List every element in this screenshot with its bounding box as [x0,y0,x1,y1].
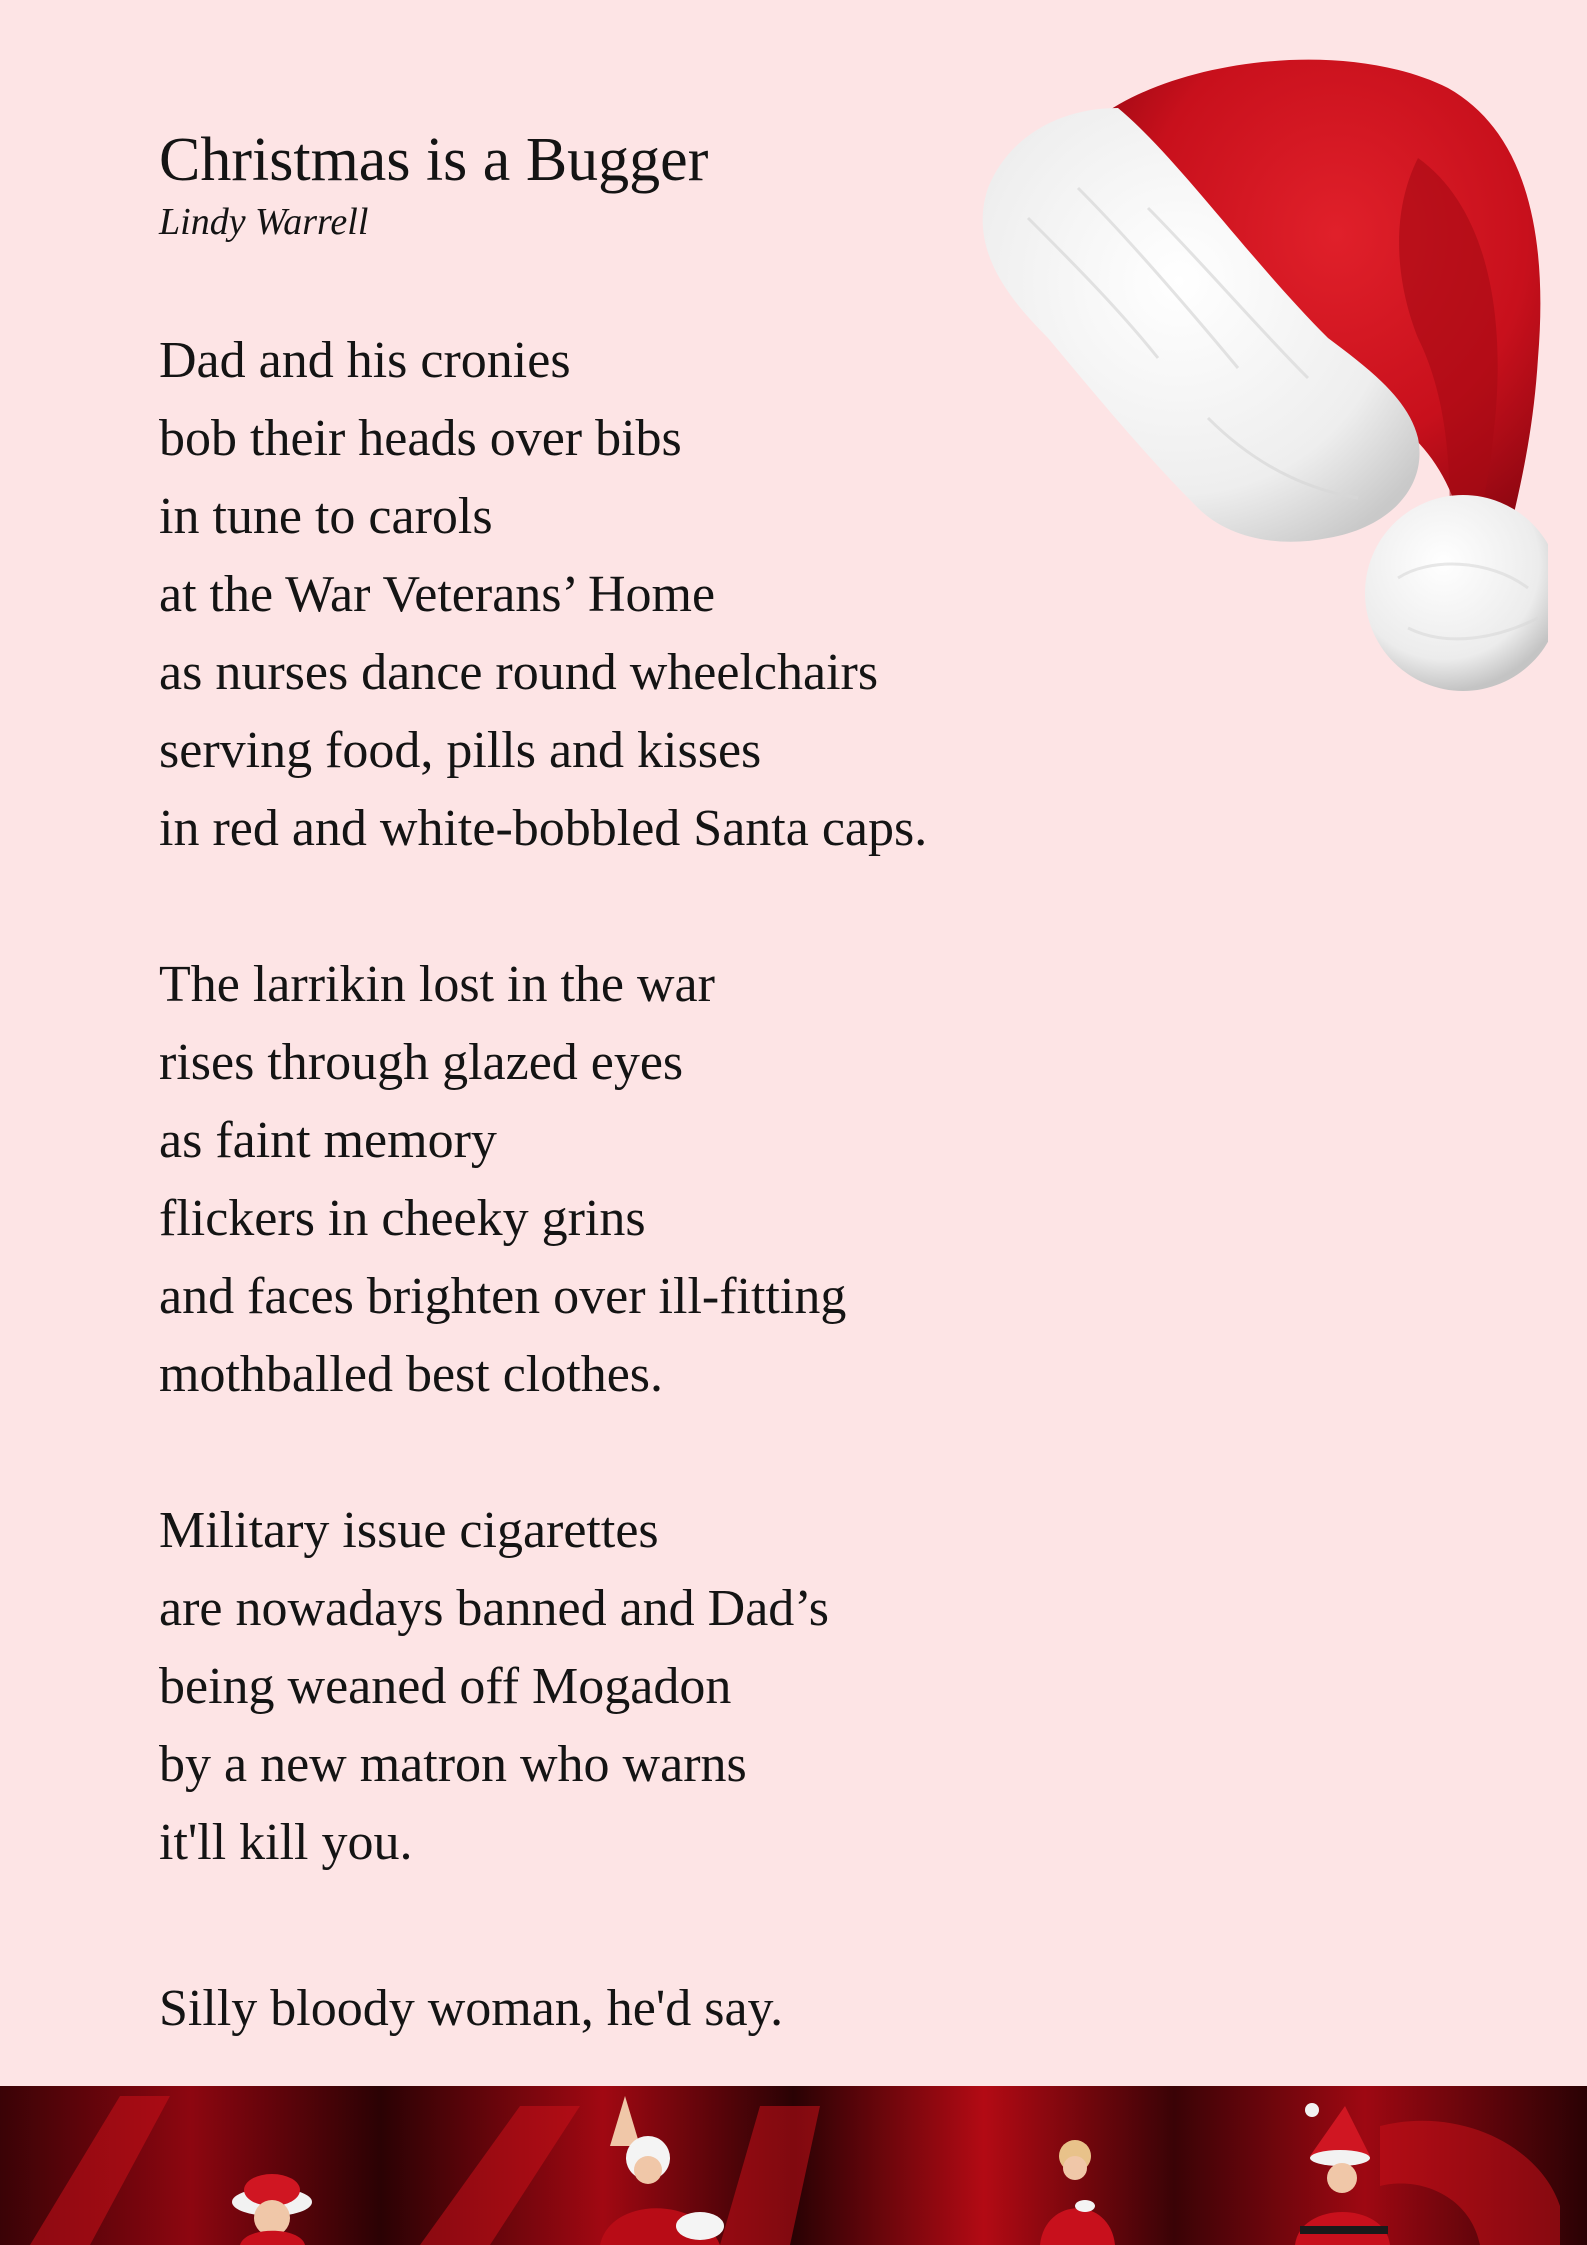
poem-line: serving food, pills and kisses [159,722,762,779]
santa-hat-icon [948,38,1548,698]
poem-title: Christmas is a Bugger [159,126,709,194]
poem-line: The larrikin lost in the war [159,956,715,1013]
poem-line: by a new matron who warns [159,1736,747,1793]
poem-line: flickers in cheeky grins [159,1190,646,1247]
christmas-banner-photo-icon [0,2086,1587,2245]
poem-line: Military issue cigarettes [159,1502,659,1559]
poem-line: and faces brighten over ill-fitting [159,1268,847,1325]
poem-line: are nowadays banned and Dad’s [159,1580,829,1637]
stanza-2 [159,946,846,1414]
poem-line: Dad and his cronies [159,332,571,389]
poem-line: bob their heads over bibs [159,410,682,467]
poem-line: being weaned off Mogadon [159,1658,732,1715]
poem-line: as nurses dance round wheelchairs [159,644,879,701]
poem-line: mothballed best clothes. [159,1346,664,1403]
poem-line: as faint memory [159,1112,497,1169]
poem-line: it'll kill you. [159,1814,413,1871]
stanza-3 [159,1492,829,1882]
poem-line: Silly bloody woman, he'd say. [159,1980,784,2037]
christmas-banner [0,2086,1587,2245]
poem-line: in tune to carols [159,488,493,545]
poem-line: in red and white-bobbled Santa caps. [159,800,928,857]
poem-line: rises through glazed eyes [159,1034,684,1091]
stanza-4 [159,1970,783,2048]
poem-author: Lindy Warrell [159,201,369,243]
poem-line: at the War Veterans’ Home [159,566,716,623]
stanza-1 [159,322,927,868]
